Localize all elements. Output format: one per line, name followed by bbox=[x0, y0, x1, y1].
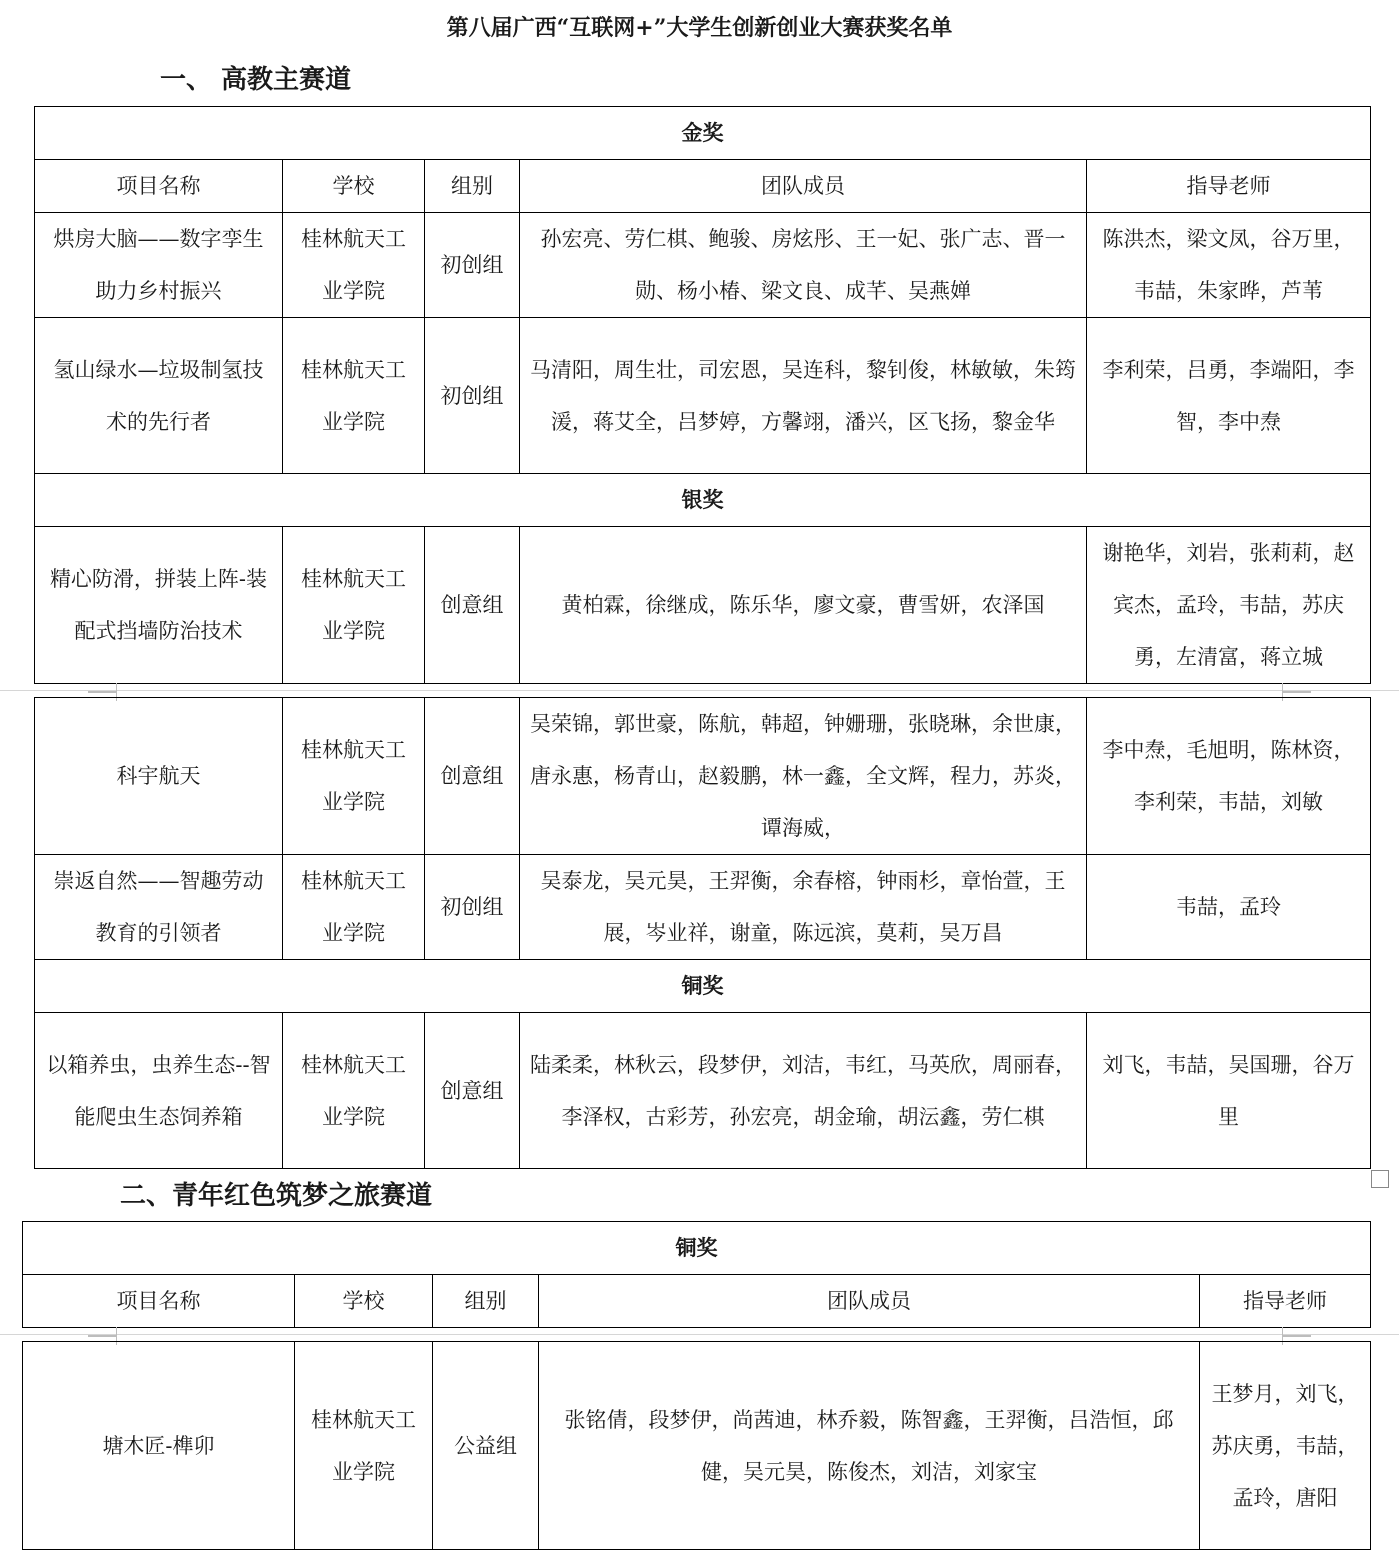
cell-school: 桂林航天工业学院 bbox=[283, 318, 425, 474]
header-school: 学校 bbox=[283, 160, 425, 213]
cell-school: 桂林航天工业学院 bbox=[295, 1342, 433, 1550]
cell-project: 塘木匠-榫卯 bbox=[23, 1342, 295, 1550]
cell-school: 桂林航天工业学院 bbox=[283, 213, 425, 318]
document-title: 第八届广西“互联网+”大学生创新创业大赛获奖名单 bbox=[446, 15, 953, 41]
award-table-red-dream-part-1 bbox=[22, 1221, 1371, 1328]
header-advisors: 指导老师 bbox=[1200, 1275, 1371, 1328]
header-school: 学校 bbox=[295, 1275, 433, 1328]
page-break-line bbox=[0, 690, 1399, 691]
header-team-members: 团队成员 bbox=[539, 1275, 1200, 1328]
cell-advisors: 韦喆，孟玲 bbox=[1087, 855, 1371, 960]
cell-project: 氢山绿水—垃圾制氢技术的先行者 bbox=[35, 318, 283, 474]
award-level-bronze: 铜奖 bbox=[35, 960, 1371, 1013]
cell-members: 吴荣锦，郭世豪，陈航，韩超，钟姗珊，张晓琳，余世康，唐永惠，杨青山，赵毅鹏，林一鑫，全文辉，程力，苏炎，谭海威， bbox=[520, 698, 1087, 855]
cell-school: 桂林航天工业学院 bbox=[283, 1013, 425, 1169]
table-row bbox=[35, 213, 1371, 318]
cell-members: 黄柏霖，徐继成，陈乐华，廖文豪，曹雪妍，农泽国 bbox=[520, 527, 1087, 684]
cell-project: 以箱养虫，虫养生态--智能爬虫生态饲养箱 bbox=[35, 1013, 283, 1169]
table-header-row bbox=[23, 1275, 1371, 1328]
cell-advisors: 王梦月，刘飞，苏庆勇，韦喆，孟玲，唐阳 bbox=[1200, 1342, 1371, 1550]
award-level-silver: 银奖 bbox=[35, 474, 1371, 527]
award-level-row bbox=[35, 107, 1371, 160]
cell-members: 张铭倩，段梦伊，尚茜迪，林乔毅，陈智鑫，王羿衡，吕浩恒，邱健，吴元昊，陈俊杰，刘洁，刘家宝 bbox=[539, 1342, 1200, 1550]
cell-group: 创意组 bbox=[425, 527, 520, 684]
cell-advisors: 李利荣，吕勇，李端阳，李智，李中焘 bbox=[1087, 318, 1371, 474]
cell-members: 陆柔柔，林秋云，段梦伊，刘洁，韦红，马英欣，周丽春，李泽权，古彩芳，孙宏亮，胡金瑜，胡沄鑫，劳仁棋 bbox=[520, 1013, 1087, 1169]
cell-group: 初创组 bbox=[425, 855, 520, 960]
cell-members: 吴泰龙，吴元昊，王羿衡，余春榕，钟雨杉，章怡萱，王展，岑业祥，谢童，陈远滨，莫莉，吴万昌 bbox=[520, 855, 1087, 960]
table-row bbox=[35, 318, 1371, 474]
header-project-name: 项目名称 bbox=[23, 1275, 295, 1328]
cell-advisors: 刘飞，韦喆，吴国珊，谷万里 bbox=[1087, 1013, 1371, 1169]
header-project-name: 项目名称 bbox=[35, 160, 283, 213]
page-corner-mark bbox=[88, 1327, 117, 1336]
table-row bbox=[35, 527, 1371, 684]
award-level-row bbox=[35, 474, 1371, 527]
page-corner-mark bbox=[88, 683, 117, 692]
award-table-higher-education-part-2 bbox=[34, 697, 1371, 1169]
page-break-line bbox=[0, 1334, 1399, 1335]
cell-advisors: 李中焘，毛旭明，陈林资，李利荣，韦喆，刘敏 bbox=[1087, 698, 1371, 855]
cell-project: 崇返自然——智趣劳动教育的引领者 bbox=[35, 855, 283, 960]
cell-group: 初创组 bbox=[425, 213, 520, 318]
award-level-row bbox=[35, 960, 1371, 1013]
page-corner-mark bbox=[1282, 1327, 1311, 1336]
table-row bbox=[23, 1342, 1371, 1550]
cell-members: 孙宏亮、劳仁棋、鲍骏、房炫彤、王一妃、张广志、晋一勋、杨小椿、梁文良、成芊、吴燕婵 bbox=[520, 213, 1087, 318]
cell-advisors: 陈洪杰，梁文凤，谷万里，韦喆，朱家晔，芦苇 bbox=[1087, 213, 1371, 318]
header-group: 组别 bbox=[433, 1275, 539, 1328]
cell-group: 创意组 bbox=[425, 1013, 520, 1169]
award-table-red-dream-part-2 bbox=[22, 1341, 1371, 1550]
table-header-row bbox=[35, 160, 1371, 213]
table-row bbox=[35, 855, 1371, 960]
cell-school: 桂林航天工业学院 bbox=[283, 698, 425, 855]
header-team-members: 团队成员 bbox=[520, 160, 1087, 213]
cell-school: 桂林航天工业学院 bbox=[283, 855, 425, 960]
checkbox-mark bbox=[1371, 1170, 1389, 1188]
award-level-bronze: 铜奖 bbox=[23, 1222, 1371, 1275]
page-corner-mark bbox=[1282, 683, 1311, 692]
cell-project: 精心防滑，拼装上阵-装配式挡墙防治技术 bbox=[35, 527, 283, 684]
cell-advisors: 谢艳华，刘岩，张莉莉，赵宾杰，孟玲，韦喆，苏庆勇，左清富，蒋立城 bbox=[1087, 527, 1371, 684]
award-level-gold: 金奖 bbox=[35, 107, 1371, 160]
cell-group: 公益组 bbox=[433, 1342, 539, 1550]
table-row bbox=[35, 698, 1371, 855]
cell-project: 烘房大脑——数字孪生助力乡村振兴 bbox=[35, 213, 283, 318]
cell-project: 科宇航天 bbox=[35, 698, 283, 855]
header-advisors: 指导老师 bbox=[1087, 160, 1371, 213]
award-table-higher-education-part-1 bbox=[34, 106, 1371, 684]
cell-members: 马清阳，周生壮，司宏恩，吴连科，黎钊俊，林敏敏，朱筠湲，蒋艾全，吕梦婷，方馨翊，潘兴，区飞扬，黎金华 bbox=[520, 318, 1087, 474]
award-level-row bbox=[23, 1222, 1371, 1275]
section-heading-red-dream-journey: 二、青年红色筑梦之旅赛道 bbox=[120, 1181, 433, 1211]
section-heading-higher-education: 一、 高教主赛道 bbox=[160, 65, 352, 95]
cell-school: 桂林航天工业学院 bbox=[283, 527, 425, 684]
cell-group: 初创组 bbox=[425, 318, 520, 474]
header-group: 组别 bbox=[425, 160, 520, 213]
table-row bbox=[35, 1013, 1371, 1169]
cell-group: 创意组 bbox=[425, 698, 520, 855]
